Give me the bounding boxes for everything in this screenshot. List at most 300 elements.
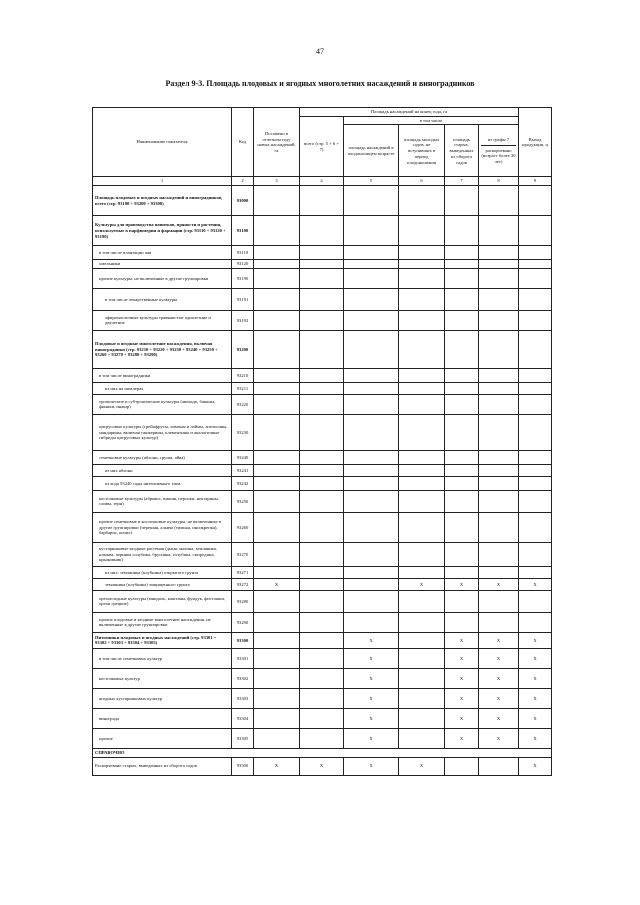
cell-crossed: X	[300, 757, 344, 775]
cell-crossed: X	[445, 578, 479, 590]
cell-empty[interactable]	[254, 590, 300, 612]
table-row	[93, 246, 552, 260]
header-from7-label: из графы 7	[487, 137, 510, 142]
table-row	[93, 688, 552, 708]
table-row	[93, 668, 552, 688]
cell-empty[interactable]	[479, 612, 519, 632]
table-row	[93, 394, 552, 414]
row-code: 93210	[232, 368, 254, 382]
cell-empty[interactable]	[479, 310, 519, 330]
cell-empty[interactable]	[445, 464, 479, 476]
row-code: 93280	[232, 590, 254, 612]
cell-empty[interactable]	[254, 368, 300, 382]
cell-crossed: X	[445, 708, 479, 728]
cell-empty[interactable]	[479, 464, 519, 476]
row-code: 93270	[232, 542, 254, 566]
table-row	[93, 476, 552, 490]
cell-empty[interactable]	[399, 668, 445, 688]
cell-empty[interactable]	[519, 268, 552, 288]
cell-empty[interactable]	[300, 542, 344, 566]
row-code: 93260	[232, 512, 254, 542]
cell-empty[interactable]	[519, 246, 552, 260]
row-label: винограда	[93, 708, 232, 728]
cell-empty[interactable]	[479, 330, 519, 368]
column-number: 7	[445, 177, 479, 186]
cell-empty[interactable]	[519, 490, 552, 512]
cell-empty[interactable]	[445, 512, 479, 542]
cell-empty[interactable]	[254, 490, 300, 512]
row-code: 93192	[232, 310, 254, 330]
row-code: 93100	[232, 216, 254, 246]
header-code: Код	[232, 108, 254, 177]
cell-empty[interactable]	[300, 648, 344, 668]
table-row	[93, 288, 552, 310]
cell-empty[interactable]	[479, 382, 519, 394]
table-row	[93, 490, 552, 512]
cell-empty[interactable]	[519, 450, 552, 464]
cell-empty[interactable]	[519, 476, 552, 490]
table-row	[93, 632, 552, 648]
cell-empty[interactable]	[445, 288, 479, 310]
cell-empty[interactable]	[254, 288, 300, 310]
cell-crossed: X	[445, 648, 479, 668]
column-number: 9	[519, 177, 552, 186]
table-body	[93, 186, 552, 775]
cell-empty[interactable]	[445, 414, 479, 450]
cell-crossed: X	[519, 728, 552, 748]
section-title: Раздел 9-3. Площадь плодовых и ягодных многолетних насаждений и виноградников	[165, 79, 475, 88]
cell-empty[interactable]	[399, 310, 445, 330]
cell-empty[interactable]	[254, 612, 300, 632]
row-code: 93250	[232, 490, 254, 512]
cell-empty[interactable]	[445, 394, 479, 414]
cell-crossed: X	[445, 668, 479, 688]
row-label: Культуры для производства напитков, пряности и растения, используемые в парфюмерии и фармации (стр. 93110 + 93120 + 93190)	[93, 216, 232, 246]
cell-empty[interactable]	[519, 368, 552, 382]
cell-empty[interactable]	[519, 288, 552, 310]
cell-empty[interactable]	[399, 288, 445, 310]
cell-empty[interactable]	[399, 542, 445, 566]
row-code: 93272	[232, 578, 254, 590]
table-row	[93, 260, 552, 269]
cell-empty[interactable]	[445, 590, 479, 612]
row-code: 93300	[232, 632, 254, 648]
column-number: 4	[300, 177, 344, 186]
row-code: 93303	[232, 688, 254, 708]
cell-empty[interactable]	[300, 490, 344, 512]
cell-empty[interactable]	[344, 542, 399, 566]
row-label: прочие плодовые и ягодные многолетние насаждения, не включенные в другие группировки	[93, 612, 232, 632]
cell-empty[interactable]	[344, 368, 399, 382]
header-uprooting: раскорчевано (возраст более 30 лет)	[481, 145, 516, 165]
table-row	[93, 542, 552, 566]
cell-empty[interactable]	[445, 310, 479, 330]
cell-empty[interactable]	[519, 186, 552, 216]
table-row	[93, 566, 552, 578]
cell-empty[interactable]	[399, 612, 445, 632]
table-row	[93, 590, 552, 612]
cell-empty[interactable]	[344, 590, 399, 612]
cell-empty[interactable]	[399, 490, 445, 512]
cell-empty[interactable]	[254, 708, 300, 728]
cell-empty[interactable]	[399, 632, 445, 648]
cell-crossed: X	[254, 578, 300, 590]
cell-empty[interactable]	[399, 394, 445, 414]
cell-empty[interactable]	[445, 330, 479, 368]
cell-crossed: X	[344, 757, 399, 775]
row-label: прочие семечковые и косточковые культуры, не включенные в другие группировки (черешня, альвча (тимьян, инсикрепка), барбарис, кизил)	[93, 512, 232, 542]
cell-empty[interactable]	[445, 246, 479, 260]
cell-empty[interactable]	[399, 268, 445, 288]
row-label: хмельники	[93, 260, 232, 269]
cell-empty[interactable]	[300, 688, 344, 708]
cell-empty[interactable]	[519, 512, 552, 542]
cell-empty[interactable]	[300, 578, 344, 590]
row-code: 93191	[232, 288, 254, 310]
header-total: всего (стр. 5 + 6 + 7)	[300, 116, 344, 177]
cell-crossed: X	[519, 688, 552, 708]
cell-empty[interactable]	[399, 476, 445, 490]
cell-empty[interactable]	[344, 612, 399, 632]
cell-empty[interactable]	[254, 330, 300, 368]
cell-empty[interactable]	[445, 382, 479, 394]
cell-crossed: X	[344, 668, 399, 688]
cell-empty[interactable]	[519, 330, 552, 368]
cell-empty[interactable]	[445, 268, 479, 288]
cell-crossed: X	[344, 688, 399, 708]
cell-empty[interactable]	[300, 728, 344, 748]
cell-empty[interactable]	[344, 268, 399, 288]
cell-empty[interactable]	[479, 590, 519, 612]
cell-empty[interactable]	[399, 414, 445, 450]
header-incl: в том числе	[344, 116, 519, 125]
cell-empty[interactable]	[479, 246, 519, 260]
cell-empty[interactable]	[300, 246, 344, 260]
cell-empty[interactable]	[300, 668, 344, 688]
cell-empty[interactable]	[300, 186, 344, 216]
cell-empty[interactable]	[399, 566, 445, 578]
row-label: Плодовые и ягодные многолетние насаждения, включая виноградники (стр. 93210 + 93220 + 93230 + 93240 + 93250 + 93260 + 93270 + 93280 + 93290)	[93, 330, 232, 368]
column-number: 8	[479, 177, 519, 186]
row-code: 93200	[232, 330, 254, 368]
table-header	[93, 108, 552, 186]
cell-empty[interactable]	[344, 414, 399, 450]
header-planted: Посажено в отчетном году новых насаждений, га	[254, 108, 300, 177]
cell-empty[interactable]	[254, 414, 300, 450]
cell-empty[interactable]	[344, 330, 399, 368]
row-code: 93242	[232, 476, 254, 490]
row-code: 93302	[232, 668, 254, 688]
header-young: площадь молодых садов, не вступивших в период плодоношения	[399, 125, 445, 177]
cell-crossed: X	[519, 757, 552, 775]
cell-empty[interactable]	[445, 757, 479, 775]
row-label: орехоплодные культуры (миндаль, каштаны, фундук, фисташки, орехи грецкие)	[93, 590, 232, 612]
cell-empty[interactable]	[479, 368, 519, 382]
header-bearing: площадь насаждений в плодоносящем возрасте	[344, 125, 399, 177]
cell-empty[interactable]	[344, 464, 399, 476]
row-label: из кода 93240 сады интенсивного типа	[93, 476, 232, 490]
cell-empty[interactable]	[519, 394, 552, 414]
row-code: 93241	[232, 464, 254, 476]
cell-empty[interactable]	[399, 382, 445, 394]
row-label: из них яблони	[93, 464, 232, 476]
cell-empty[interactable]	[254, 394, 300, 414]
cell-empty[interactable]	[399, 464, 445, 476]
cell-empty[interactable]	[254, 310, 300, 330]
cell-empty[interactable]	[254, 464, 300, 476]
cell-empty[interactable]	[399, 216, 445, 246]
row-code: 93120	[232, 260, 254, 269]
cell-empty[interactable]	[519, 590, 552, 612]
cell-empty[interactable]	[519, 566, 552, 578]
row-code: 93230	[232, 414, 254, 450]
cell-empty[interactable]	[254, 476, 300, 490]
cell-empty[interactable]	[254, 648, 300, 668]
cell-empty[interactable]	[479, 414, 519, 450]
table-row	[93, 728, 552, 748]
cell-empty[interactable]	[479, 566, 519, 578]
page-number: 47	[316, 47, 324, 56]
cell-empty[interactable]	[399, 728, 445, 748]
cell-crossed: X	[445, 632, 479, 648]
row-code: 93271	[232, 566, 254, 578]
cell-empty[interactable]	[399, 186, 445, 216]
cell-empty[interactable]	[399, 590, 445, 612]
cell-empty[interactable]	[479, 288, 519, 310]
cell-empty[interactable]	[344, 450, 399, 464]
row-label: в том числе плантации чая	[93, 246, 232, 260]
reference-label: СПРАВОЧНО	[93, 748, 552, 757]
cell-empty[interactable]	[254, 260, 300, 269]
table-row	[93, 382, 552, 394]
cell-empty[interactable]	[254, 566, 300, 578]
cell-crossed: X	[479, 708, 519, 728]
row-code: 93110	[232, 246, 254, 260]
cell-empty[interactable]	[479, 490, 519, 512]
cell-empty[interactable]	[445, 490, 479, 512]
cell-empty[interactable]	[254, 246, 300, 260]
row-label: семечковые культуры (яблони, груши, айва)	[93, 450, 232, 464]
column-number: 6	[399, 177, 445, 186]
cell-crossed: X	[479, 578, 519, 590]
row-label: косточковых культур	[93, 668, 232, 688]
cell-empty[interactable]	[300, 288, 344, 310]
cell-crossed: X	[479, 688, 519, 708]
cell-empty[interactable]	[344, 186, 399, 216]
row-label: косточковые культуры (абрикос, вишня, персики, нектарины, сливы, терн)	[93, 490, 232, 512]
row-code: 93301	[232, 648, 254, 668]
cell-empty[interactable]	[344, 260, 399, 269]
cell-empty[interactable]	[519, 382, 552, 394]
area-table	[92, 107, 552, 776]
cell-empty[interactable]	[254, 382, 300, 394]
cell-empty[interactable]	[479, 757, 519, 775]
cell-empty[interactable]	[445, 612, 479, 632]
cell-empty[interactable]	[445, 476, 479, 490]
cell-empty[interactable]	[300, 414, 344, 450]
header-from7	[479, 125, 519, 177]
cell-empty[interactable]	[300, 260, 344, 269]
cell-empty[interactable]	[445, 566, 479, 578]
column-number-row	[93, 177, 552, 186]
cell-crossed: X	[519, 668, 552, 688]
table-row	[93, 268, 552, 288]
row-label: эфиромасличные культуры травянистые однолетние и двулетние	[93, 310, 232, 330]
cell-empty[interactable]	[445, 542, 479, 566]
header-name: Наименование показателя	[93, 108, 232, 177]
cell-empty[interactable]	[519, 216, 552, 246]
cell-empty[interactable]	[344, 246, 399, 260]
cell-empty[interactable]	[399, 450, 445, 464]
cell-empty[interactable]	[254, 186, 300, 216]
cell-crossed: X	[445, 728, 479, 748]
cell-crossed: X	[519, 708, 552, 728]
cell-empty[interactable]	[479, 394, 519, 414]
cell-empty[interactable]	[344, 566, 399, 578]
table-row	[93, 414, 552, 450]
cell-empty[interactable]	[399, 368, 445, 382]
cell-crossed: X	[479, 668, 519, 688]
row-label: ягодных кустарниковых культур	[93, 688, 232, 708]
cell-empty[interactable]	[254, 542, 300, 566]
row-code: 93211	[232, 382, 254, 394]
row-label: в том числе виноградники	[93, 368, 232, 382]
cell-empty[interactable]	[300, 464, 344, 476]
row-label: прочие культуры, не включенные в другие группировки	[93, 268, 232, 288]
table-row	[93, 512, 552, 542]
cell-empty[interactable]	[399, 330, 445, 368]
row-code: 93000	[232, 186, 254, 216]
cell-empty[interactable]	[344, 578, 399, 590]
cell-empty[interactable]	[399, 708, 445, 728]
row-code: 93220	[232, 394, 254, 414]
cell-empty[interactable]	[254, 450, 300, 464]
cell-empty[interactable]	[300, 394, 344, 414]
table-row	[93, 368, 552, 382]
row-label: из них на шпалерах	[93, 382, 232, 394]
cell-empty[interactable]	[399, 512, 445, 542]
row-code: 93500	[232, 757, 254, 775]
cell-empty[interactable]	[254, 268, 300, 288]
cell-crossed: X	[344, 728, 399, 748]
cell-empty[interactable]	[519, 464, 552, 476]
cell-empty[interactable]	[300, 450, 344, 464]
column-number: 3	[254, 177, 300, 186]
cell-empty[interactable]	[254, 632, 300, 648]
cell-empty[interactable]	[300, 632, 344, 648]
table-row	[93, 578, 552, 590]
table-row	[93, 464, 552, 476]
cell-empty[interactable]	[300, 216, 344, 246]
cell-empty[interactable]	[445, 216, 479, 246]
cell-empty[interactable]	[344, 216, 399, 246]
table-row	[93, 450, 552, 464]
cell-empty[interactable]	[445, 260, 479, 269]
cell-empty[interactable]	[254, 668, 300, 688]
cell-empty[interactable]	[300, 368, 344, 382]
cell-crossed: X	[399, 757, 445, 775]
cell-empty[interactable]	[479, 512, 519, 542]
cell-empty[interactable]	[445, 186, 479, 216]
row-code: 93190	[232, 268, 254, 288]
cell-empty[interactable]	[254, 728, 300, 748]
cell-empty[interactable]	[519, 260, 552, 269]
cell-empty[interactable]	[344, 476, 399, 490]
cell-empty[interactable]	[479, 542, 519, 566]
row-label: прочие	[93, 728, 232, 748]
cell-empty[interactable]	[254, 688, 300, 708]
cell-empty[interactable]	[300, 382, 344, 394]
cell-crossed: X	[519, 648, 552, 668]
cell-empty[interactable]	[479, 476, 519, 490]
cell-empty[interactable]	[519, 542, 552, 566]
cell-empty[interactable]	[300, 566, 344, 578]
cell-empty[interactable]	[300, 476, 344, 490]
header-old: площадь старых, выведенных из оборота садов	[445, 125, 479, 177]
cell-empty[interactable]	[479, 260, 519, 269]
cell-empty[interactable]	[519, 310, 552, 330]
cell-empty[interactable]	[344, 382, 399, 394]
cell-empty[interactable]	[399, 648, 445, 668]
cell-crossed: X	[519, 632, 552, 648]
table-row	[93, 330, 552, 368]
cell-empty[interactable]	[300, 612, 344, 632]
cell-empty[interactable]	[344, 288, 399, 310]
row-label: из них: земляника (клубника) открытого грунта	[93, 566, 232, 578]
row-label: Раскорчевано старых, выведенных из оборота садов	[93, 757, 232, 775]
row-label: кустарниковые ягодные растения (дыня, малина, земляника, клюква, черника голубика, брусника, голубика, смородина, крыжовник)	[93, 542, 232, 566]
column-number: 5	[344, 177, 399, 186]
cell-empty[interactable]	[300, 590, 344, 612]
cell-empty[interactable]	[254, 216, 300, 246]
cell-empty[interactable]	[300, 268, 344, 288]
cell-crossed: X	[344, 632, 399, 648]
cell-empty[interactable]	[300, 330, 344, 368]
cell-empty[interactable]	[399, 688, 445, 708]
reference-header-row	[93, 748, 552, 757]
cell-empty[interactable]	[479, 216, 519, 246]
row-code: 93290	[232, 612, 254, 632]
cell-empty[interactable]	[519, 612, 552, 632]
cell-empty[interactable]	[300, 512, 344, 542]
cell-empty[interactable]	[344, 310, 399, 330]
cell-empty[interactable]	[445, 450, 479, 464]
cell-empty[interactable]	[254, 512, 300, 542]
cell-empty[interactable]	[399, 246, 445, 260]
cell-empty[interactable]	[300, 708, 344, 728]
cell-empty[interactable]	[399, 260, 445, 269]
cell-empty[interactable]	[344, 512, 399, 542]
table-row	[93, 216, 552, 246]
cell-empty[interactable]	[344, 394, 399, 414]
cell-empty[interactable]	[344, 490, 399, 512]
cell-empty[interactable]	[300, 310, 344, 330]
table-row	[93, 757, 552, 775]
cell-empty[interactable]	[519, 414, 552, 450]
cell-crossed: X	[479, 728, 519, 748]
header-area-group: Площадь насаждений на конец года, га	[300, 108, 519, 117]
cell-crossed: X	[479, 648, 519, 668]
cell-empty[interactable]	[479, 450, 519, 464]
row-label: Площадь плодовых и ягодных насаждений и виноградников, всего (стр. 93100 + 93200 + 93300)	[93, 186, 232, 216]
table-row	[93, 186, 552, 216]
cell-empty[interactable]	[479, 268, 519, 288]
row-label: цитрусовые культуры (грейпфруты, лимоны и лаймы, апельсины, мандарины, включая танжерины, клементины и аналогичные гибриды цитрусовых культур)	[93, 414, 232, 450]
table-row	[93, 708, 552, 728]
table-row	[93, 612, 552, 632]
cell-empty[interactable]	[445, 368, 479, 382]
cell-empty[interactable]	[479, 186, 519, 216]
